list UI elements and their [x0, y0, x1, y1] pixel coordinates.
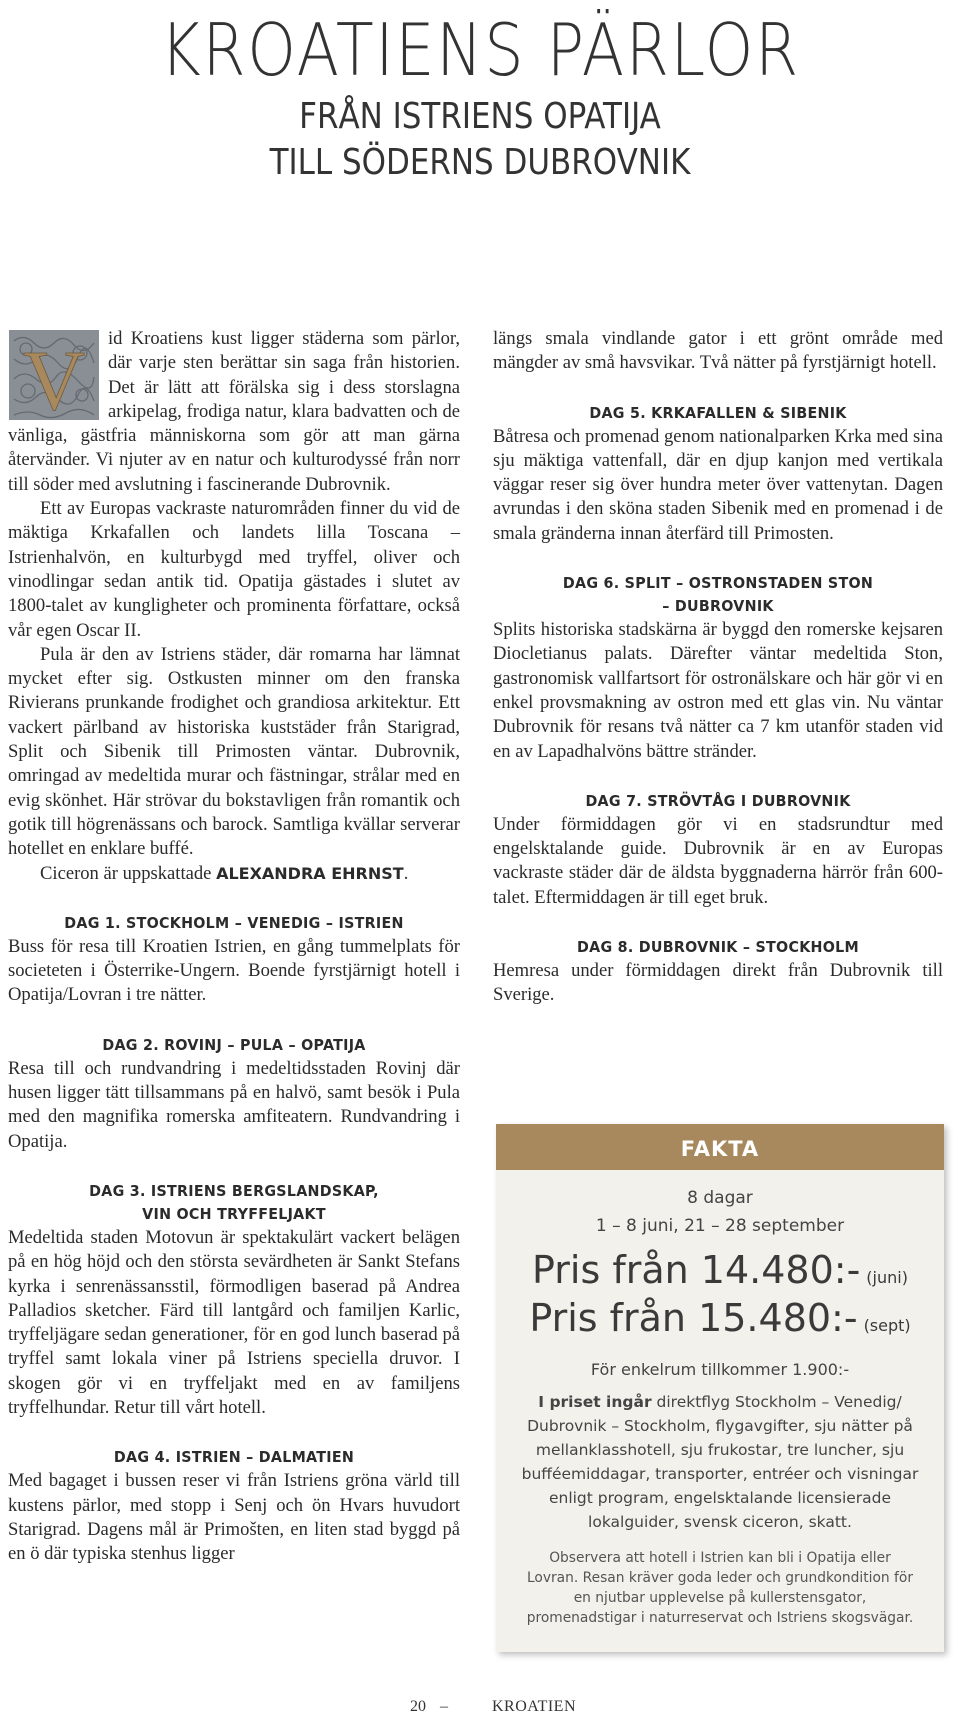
day-2-text: Resa till och rundvandring i medeltidsstaden Rovinj där husen ligger tätt tillsammans på en halvö, samt besök i Pula med den magnifika romerska amfiteatern. Rundvandring i Opatija. — [8, 1057, 460, 1152]
guide-prefix: Ciceron är uppskattade — [40, 862, 217, 884]
intro-paragraph-2: Ett av Europas vackraste naturområden finner du vid de mäktiga Krkafallen och landets lilla Toscana – Istrienhalvön, en kulturbygd med tryffel, oliver och vinodlingar sedan antik tid. Opatija gästades i slutet av 1800-talet av kungligheter och prominenta författare, också vår egen Oscar II. — [8, 498, 460, 641]
subtitle-line-1: FRÅN ISTRIENS OPATIJA — [299, 96, 661, 137]
day-7-heading: DAG 7. STRÖVTÅG I DUBROVNIK — [585, 791, 851, 810]
intro-paragraph-1-text: id Kroatiens kust ligger städerna som pärlor, där varje sten berättar sin saga från historien. Det är lätt att förälska sig i dess storslagna arkipelag, frodiga natur, klara badvatten och de vänliga, gästfria människorna som gör att man gärna återvänder. Vi njuter av en natur och kulturodyssé från norr till söder med avslutning i fascinerande Dubrovnik. — [8, 328, 460, 495]
day-4-text-continued: längs smala vindlande gator i ett grönt område med mängder av små havsvikar. Två nätter på fyrstjärnigt hotell. — [493, 328, 943, 374]
intro-paragraph-4 — [8, 862, 460, 886]
page-number: 20 — [410, 1698, 426, 1715]
left-column — [8, 327, 460, 1566]
dropcap-letter: V — [22, 332, 86, 421]
fakta-box — [496, 1124, 944, 1652]
subtitle-line-2: TILL SÖDERNS DUBROVNIK — [269, 142, 691, 183]
guide-suffix: . — [403, 862, 409, 884]
section-name: KROATIEN — [492, 1698, 576, 1715]
day-6-heading-line-1: DAG 6. SPLIT – OSTRONSTADEN STON — [562, 574, 874, 593]
day-7-text: Under förmiddagen gör vi en stadsrundtur med engelsktalande guide. Dubrovnik är en av Europas vackraste städer där de äldsta byggnaderna härrör från 600-talet. Eftermiddagen är till eget bruk. — [493, 813, 943, 908]
day-1-heading: DAG 1. STOCKHOLM – VENEDIG – ISTRIEN — [64, 913, 404, 932]
right-column — [493, 327, 943, 1008]
single-room-supplement: För enkelrum tillkommer 1.900:- — [590, 1360, 850, 1379]
day-1-text: Buss för resa till Kroatien Istrien, en gång tummelplats för societeten i Österrike-Ungern. Boende fyrstjärnigt hotell i Opatija/Lovran i tre nätter. — [8, 935, 460, 1006]
day-8-heading: DAG 8. DUBROVNIK – STOCKHOLM — [577, 938, 859, 957]
footer-dash: – — [440, 1698, 448, 1715]
price-june-note: (juni) — [866, 1268, 908, 1287]
day-3-text: Medeltida staden Motovun är spektakulärt vackert belägen på en hög höjd och den största sevärdheten är Sankt Stefans kyrka i senrenässansstil, förmodligen baserad på Andrea Palladios sketcher. Färd till lantgård och familjen Karlic, tryffeljägare sedan generationer, för en god lunch baserad på tryffel samt lokala viner på Istriens speciella druvor. I skogen gör vi en tryffeljakt med en av familjens tryffelhundar. Retur till vårt hotell. — [8, 1226, 460, 1418]
price-includes — [516, 1390, 924, 1534]
fakta-dates: 1 – 8 juni, 21 – 28 september — [595, 1216, 845, 1236]
day-6-heading-line-2: – DUBROVNIK — [662, 597, 774, 616]
price-june — [496, 1250, 944, 1298]
day-2-heading: DAG 2. ROVINJ – PULA – OPATIJA — [102, 1035, 366, 1054]
intro-paragraph-1 — [8, 327, 460, 497]
price-september-note: (sept) — [863, 1316, 911, 1335]
price-september — [496, 1298, 944, 1346]
intro-paragraph-3: Pula är den av Istriens städer, där romarna har lämnat mycket efter sig. Ostkusten minner om den franska Rivierans prunkande frodighet och grandiosa arkitektur. Ett vackert pärlband av historiska kuststäder från Starigrad, Split och Sibenik till Primosten väntar. Dubrovnik, omringad av medeltida murar och fästningar, strålar med en evig skönhet. Här strövar du bokstavligen från romantik och gotik till högrenässans och barock. Samtliga kvällar serverar hotellet en enklare buffé. — [8, 643, 460, 860]
fakta-note: Observera att hotell i Istrien kan bli i Opatija eller Lovran. Resan kräver goda leder och grundkondition för en njutbar upplevelse på kullerstensgator, promenadstigar i naturreservat och Istriens skogsvägar. — [526, 1550, 914, 1626]
day-3-heading-line-1: DAG 3. ISTRIENS BERGSLANDSKAP, — [89, 1181, 379, 1200]
page-subtitle — [67, 94, 893, 186]
day-4-heading: DAG 4. ISTRIEN – DALMATIEN — [113, 1448, 355, 1467]
price-september-amount: Pris från 15.480:- — [529, 1296, 858, 1340]
price-june-amount: Pris från 14.480:- — [532, 1248, 861, 1292]
day-8-text: Hemresa under förmiddagen direkt från Dubrovnik till Sverige. — [493, 960, 943, 1006]
day-3-heading-line-2: VIN OCH TRYFFELJAKT — [142, 1204, 326, 1223]
fakta-heading: FAKTA — [496, 1124, 944, 1170]
day-5-heading: DAG 5. KRKAFALLEN & SIBENIK — [589, 403, 847, 422]
day-4-text: Med bagaget i bussen reser vi från Istriens gröna värld till kustens pärlor, med stopp i Senj och ön Hvars huvudort Starigrad. Dagens mål är Primošten, en liten stad byggd på en ö där typiska stenhus ligger — [8, 1470, 460, 1565]
dropcap-v-ornament — [8, 329, 100, 421]
day-3-heading — [26, 1180, 442, 1226]
day-5-text: Båtresa och promenad genom nationalparken Krka med sina sju mäktiga vattenfall, där en djup kanjon med vertikala väggar reser sig över hundra meter över vattenytan. Dagen avrundas i den sköna staden Sibenik med en promenad i de smala gränderna innan återfärd till Primosten. — [493, 425, 943, 544]
guide-name: ALEXANDRA EHRNST — [216, 863, 404, 883]
fakta-duration: 8 dagar — [687, 1188, 753, 1208]
price-includes-text: direktflyg Stockholm – Venedig/ Dubrovnik – Stockholm, flygavgifter, sju nätter på mellanklasshotell, sju frukostar, tre luncher, sju bufféemiddagar, transporter, entréer och visningar enligt program, engelsktalande licensierade lokalguider, svensk ciceron, skatt. — [521, 1393, 919, 1531]
page-title: KROATIENS PÄRLOR — [160, 8, 800, 92]
day-6-text: Splits historiska stadskärna är byggd den romerske kejsaren Diocletianus palats. Därefter väntar medeltida Ston, gastronomisk vallfartsort för ostronälskare och här gör vi en enkel provsmakning av ostron med ett glas vin. Nu väntar Dubrovnik för resans två nätter ca 7 km utanför staden vid en av Lapadhalvöns bättre stränder. — [493, 619, 943, 762]
price-includes-label: I priset ingår — [538, 1393, 652, 1411]
day-6-heading — [511, 572, 925, 618]
